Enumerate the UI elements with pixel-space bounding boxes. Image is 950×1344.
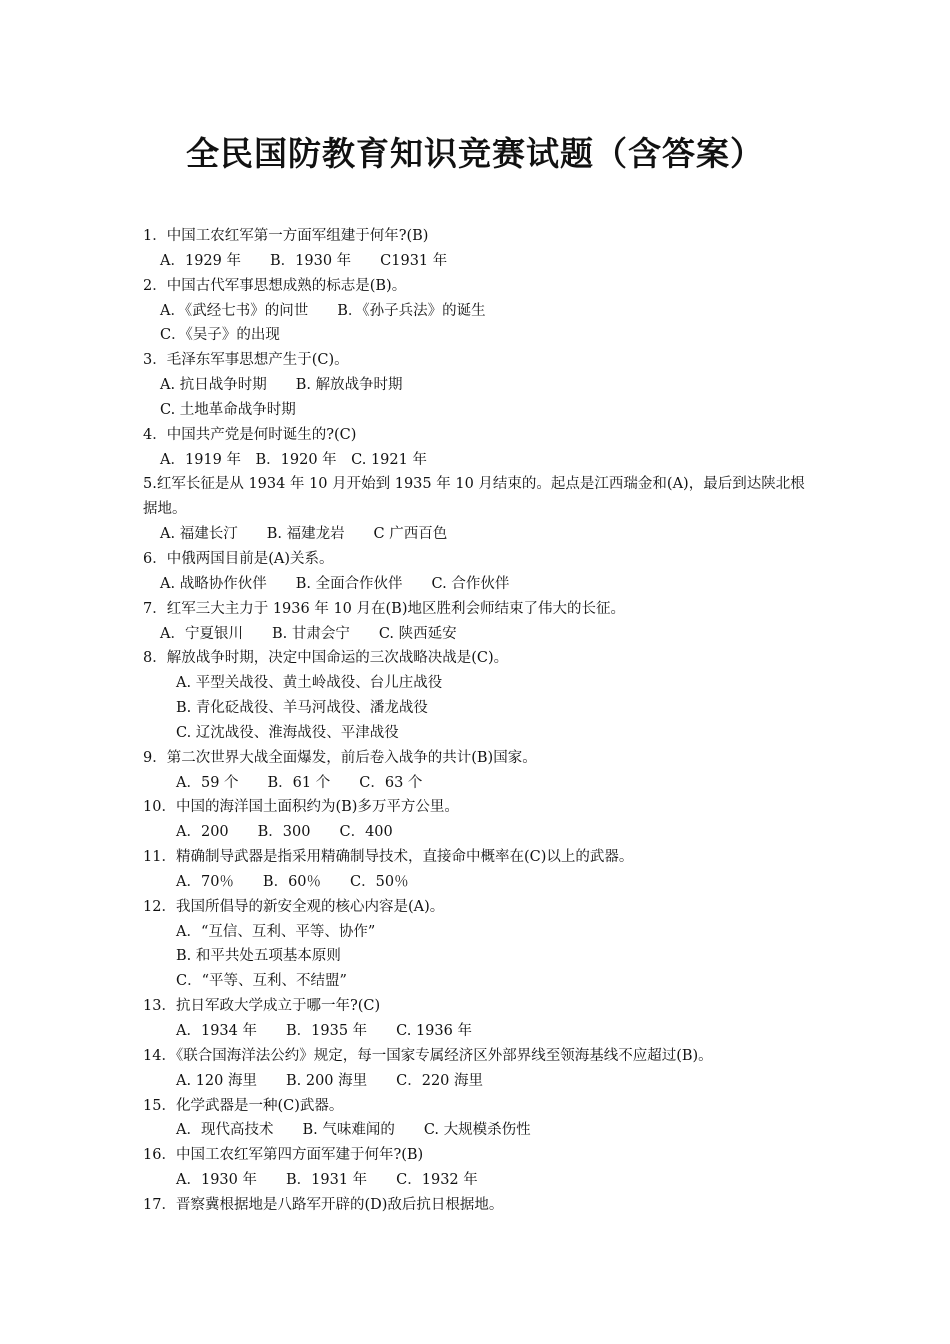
question-2-options: C．《吴子》的出现: [160, 327, 280, 344]
question-9-options: A．59 个 B．61 个 C．63 个: [176, 774, 423, 791]
question-5: 5.红军长征是从 1934 年 10 月开始到 1935 年 10 月结束的。起点是江西瑞金和(A)，最后到达陕北根据地。: [143, 476, 805, 518]
question-14-options: A. 120 海里 B. 200 海里 C．220 海里: [176, 1072, 484, 1089]
question-15-options: A．现代高技术 B. 气味难闻的 C. 大规模杀伤性: [176, 1122, 531, 1139]
question-2-options: A．《武经七书》的问世 B．《孙子兵法》的诞生: [160, 302, 486, 319]
question-8-options: B. 青化砭战役、羊马河战役、潘龙战役: [176, 700, 428, 717]
document-title: 全民国防教育知识竞赛试题（含答案）: [186, 134, 764, 173]
question-7-options: A．宁夏银川 B. 甘肃会宁 C. 陕西延安: [160, 625, 457, 642]
question-5-options: A. 福建长汀 B. 福建龙岩 C 广西百色: [160, 526, 448, 543]
question-4: 4．中国共产党是何时诞生的?(C): [143, 426, 357, 443]
question-14: 14．《联合国海洋法公约》规定，每一国家专属经济区外部界线至领海基线不应超过(B)。: [143, 1047, 713, 1064]
question-8-options: A. 平型关战役、黄土岭战役、台儿庄战役: [176, 675, 443, 692]
question-10-options: A．200 B．300 C．400: [176, 824, 393, 841]
question-7: 7．红军三大主力于 1936 年 10 月在(B)地区胜利会师结束了伟大的长征。: [143, 600, 625, 617]
question-9: 9．第二次世界大战全面爆发，前后卷入战争的共计(B)国家。: [143, 749, 537, 766]
question-6: 6．中俄两国目前是(A)关系。: [143, 550, 334, 567]
question-4-options: A．1919 年 B．1920 年 C. 1921 年: [160, 451, 427, 468]
question-16-options: A．1930 年 B．1931 年 C．1932 年: [176, 1172, 478, 1189]
question-1-options: A．1929 年 B．1930 年 C1931 年: [160, 252, 448, 269]
question-13-options: A．1934 年 B．1935 年 C. 1936 年: [176, 1023, 472, 1039]
question-3-options: C. 土地革命战争时期: [160, 401, 296, 418]
question-2: 2．中国古代军事思想成熟的标志是(B)。: [143, 277, 407, 294]
question-17: 17．晋察冀根据地是八路军开辟的(D)敌后抗日根据地。: [143, 1196, 504, 1213]
question-3-options: A. 抗日战争时期 B. 解放战争时期: [160, 377, 403, 394]
question-8: 8．解放战争时期，决定中国命运的三次战略决战是(C)。: [143, 650, 509, 667]
question-10: 10．中国的海洋国土面积约为(B)多万平方公里。: [143, 799, 459, 816]
question-8-options: C. 辽沈战役、淮海战役、平津战役: [176, 724, 399, 741]
question-16: 16．中国工农红军第四方面军建于何年?(B): [143, 1147, 424, 1164]
question-1: 1．中国工农红军第一方面军组建于何年?(B): [143, 228, 429, 244]
question-6-options: A. 战略协作伙伴 B. 全面合作伙伴 C. 合作伙伴: [160, 575, 510, 592]
question-3: 3．毛泽东军事思想产生于(C)。: [143, 352, 349, 369]
question-11-options: A．70％ B．60％ C．50％: [176, 873, 409, 890]
question-12-options: C．“平等、互利、不结盟”: [176, 973, 347, 990]
question-13: 13．抗日军政大学成立于哪一年?(C): [143, 998, 381, 1015]
question-15: 15．化学武器是一种(C)武器。: [143, 1097, 344, 1114]
question-12: 12．我国所倡导的新安全观的核心内容是(A)。: [143, 898, 445, 915]
question-11: 11．精确制导武器是指采用精确制导技术，直接命中概率在(C)以上的武器。: [143, 849, 634, 866]
question-12-options: A．“互信、互利、平等、协作”: [176, 923, 376, 940]
question-list: [143, 224, 813, 1218]
question-12-options: B. 和平共处五项基本原则: [176, 948, 341, 965]
